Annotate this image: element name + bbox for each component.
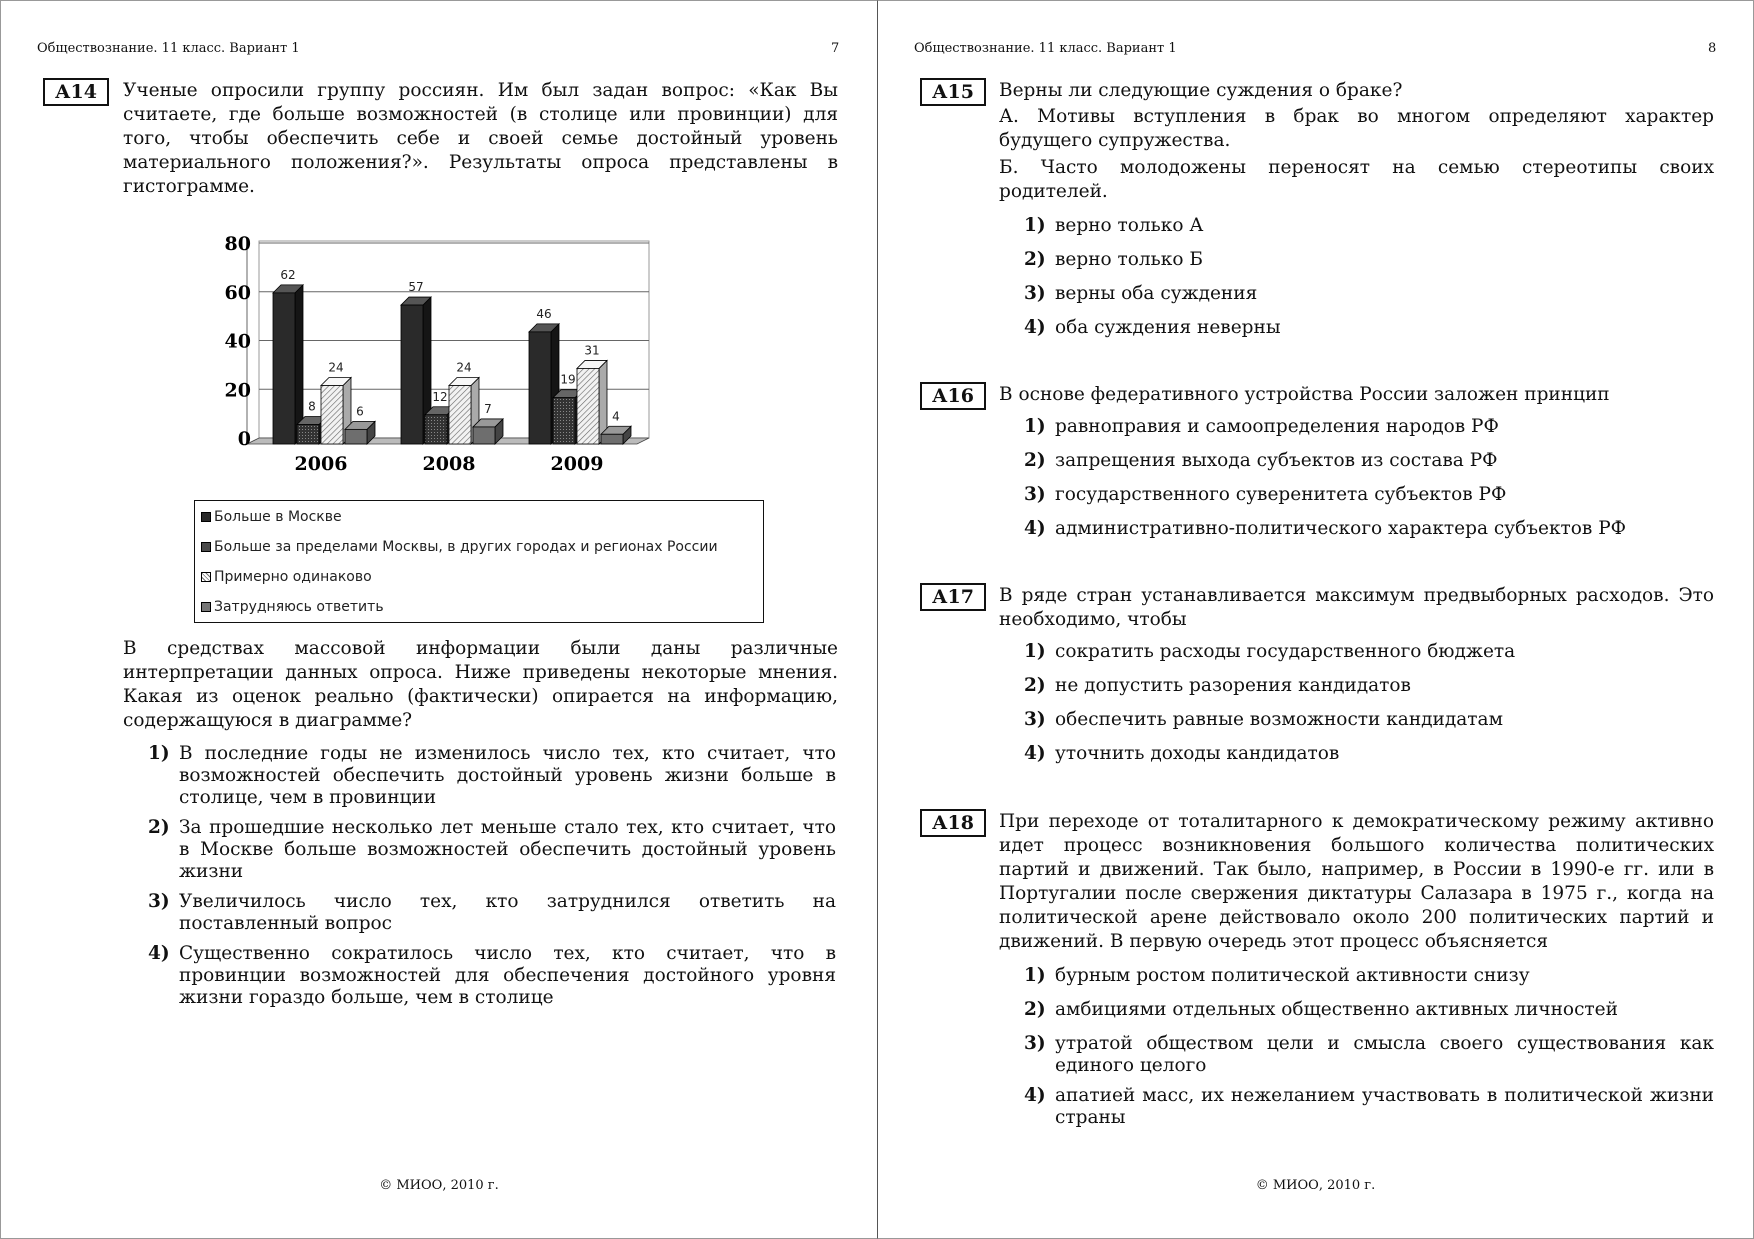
answer-option[interactable] (1024, 518, 1714, 540)
question-text-a16: В основе федеративного устройства России заложен принцип (999, 384, 1610, 405)
option-text: бурным ростом политической активности снизу (1055, 965, 1530, 986)
answer-option[interactable] (1024, 675, 1714, 697)
option-text: уточнить доходы кандидатов (1055, 743, 1340, 764)
legend-label: Затрудняюсь ответить (214, 599, 384, 615)
answer-option[interactable] (148, 817, 836, 883)
option-number: 4) (1024, 518, 1046, 539)
x-tick-label: 2009 (550, 453, 604, 475)
question-label-a18: А18 (920, 809, 986, 837)
option-number: 1) (1024, 215, 1046, 236)
statement-b: Б. Часто молодожены переносят на семью стереотипы своих родителей. (999, 157, 1714, 202)
answer-option[interactable] (1024, 999, 1714, 1021)
option-number: 1) (1024, 965, 1046, 986)
bar (553, 398, 575, 444)
question-label-a14: А14 (43, 78, 109, 106)
option-number: 3) (1024, 709, 1046, 730)
y-tick-label: 60 (224, 281, 251, 304)
answer-option[interactable] (1024, 484, 1714, 506)
option-number: 2) (1024, 675, 1046, 696)
bar (297, 425, 319, 445)
option-number: 3) (1024, 283, 1046, 304)
legend-swatch (201, 572, 211, 582)
question-label-a16: А16 (920, 382, 986, 410)
y-tick-label: 40 (224, 330, 251, 353)
question-text-a18: При переходе от тоталитарного к демократическому режиму активно идет процесс возникновения большого количества политических партий и движений. Так было, например, в России в 1990-е гг. или в Португалии после свержения диктатуры Салазара в 1975 г., когда на политической арене действовало около 200 политических партий и движений. В первую очередь этот процесс объясняется (999, 811, 1714, 952)
question-text-a15: Верны ли следующие суждения о браке? (999, 80, 1403, 101)
answer-option[interactable] (148, 943, 836, 1009)
option-text: равноправия и самоопределения народов РФ (1055, 416, 1499, 437)
x-tick-label: 2006 (294, 453, 348, 475)
option-text: административно-политического характера субъектов РФ (1055, 518, 1627, 539)
option-text: апатией масс, их нежеланием участвовать в политической жизни страны (1055, 1085, 1714, 1128)
page-number: 8 (1708, 41, 1717, 56)
statement-a: А. Мотивы вступления в брак во многом определяют характер будущего супружества. (999, 106, 1714, 151)
answer-option[interactable] (1024, 450, 1714, 472)
answer-option[interactable] (1024, 641, 1714, 663)
x-tick-label: 2008 (422, 453, 476, 475)
option-number: 2) (1024, 999, 1046, 1020)
data-label: 6 (356, 404, 364, 419)
legend-item (201, 599, 384, 615)
answer-option[interactable] (1024, 743, 1714, 765)
option-text: сократить расходы государственного бюджета (1055, 641, 1516, 662)
option-number: 1) (1024, 641, 1046, 662)
legend-swatch (201, 542, 211, 552)
option-text: запрещения выхода субъектов из состава РФ (1055, 450, 1498, 471)
option-number: 4) (148, 943, 170, 964)
bar (601, 434, 623, 444)
legend-label: Больше в Москве (214, 509, 342, 525)
bar (345, 429, 367, 444)
data-label: 8 (308, 399, 316, 414)
bar-chart (1, 221, 878, 491)
data-label: 57 (408, 280, 424, 295)
bar (449, 386, 471, 445)
option-text: Существенно сократилось число тех, кто считает, что в провинции возможностей для обеспечения достойного уровня жизни гораздо больше, чем в столице (179, 943, 836, 1008)
option-text: верно только А (1055, 215, 1204, 236)
chart-legend (194, 500, 764, 623)
option-text: амбициями отдельных общественно активных личностей (1055, 999, 1618, 1020)
answer-option[interactable] (1024, 416, 1714, 438)
question-text-a14: Ученые опросили группу россиян. Им был задан вопрос: «Как Вы считаете, где больше возможностей (в столице или провинции) для того, чтобы обеспечить себе и своей семье достойный уровень материального положения?». Результаты опроса представлены в гистограмме. (123, 80, 838, 197)
option-text: верны оба суждения (1055, 283, 1258, 304)
question-text-a17: В ряде стран устанавливается максимум предвыборных расходов. Это необходимо, чтобы (999, 585, 1714, 630)
legend-label: Примерно одинаково (214, 569, 372, 585)
option-number: 3) (1024, 484, 1046, 505)
answer-option[interactable] (148, 743, 836, 809)
answer-option[interactable] (1024, 283, 1714, 305)
data-label: 24 (456, 360, 472, 375)
legend-swatch (201, 602, 211, 612)
option-text: утратой обществом цели и смысла своего существования как единого целого (1055, 1033, 1714, 1076)
data-label: 7 (484, 401, 492, 416)
option-number: 2) (1024, 249, 1046, 270)
answer-option[interactable] (1024, 317, 1714, 339)
option-text: верно только Б (1055, 249, 1203, 270)
answer-option[interactable] (1024, 1085, 1714, 1129)
option-number: 3) (148, 891, 170, 912)
bar (425, 415, 447, 444)
bar (273, 293, 295, 444)
answer-option[interactable] (1024, 709, 1714, 731)
bar (473, 427, 495, 444)
option-number: 3) (1024, 1033, 1046, 1054)
legend-item (201, 509, 342, 525)
answer-option[interactable] (1024, 215, 1714, 237)
page-header: Обществознание. 11 класс. Вариант 1 (914, 41, 1177, 56)
data-label: 19 (560, 372, 576, 387)
question-label-a15: А15 (920, 78, 986, 106)
option-number: 1) (148, 743, 170, 764)
legend-item (201, 539, 718, 555)
page-right (877, 0, 1754, 1239)
page-header: Обществознание. 11 класс. Вариант 1 (37, 41, 300, 56)
option-text: государственного суверенитета субъектов РФ (1055, 484, 1507, 505)
question-text-a14-continued: В средствах массовой информации были даны различные интерпретации данных опроса. Ниже приведены некоторые мнения. Какая из оценок реально (фактически) опирается на информацию, содержащуюся в диаграмме? (123, 638, 838, 731)
bar (577, 368, 599, 444)
answer-option[interactable] (1024, 249, 1714, 271)
y-tick-label: 0 (237, 428, 251, 450)
bar (529, 332, 551, 444)
option-text: Увеличилось число тех, кто затруднился ответить на поставленный вопрос (179, 891, 836, 934)
data-label: 31 (584, 343, 600, 358)
option-text: обеспечить равные возможности кандидатам (1055, 709, 1503, 730)
option-number: 1) (1024, 416, 1046, 437)
data-label: 24 (328, 360, 344, 375)
answer-option[interactable] (1024, 1033, 1714, 1077)
option-text: В последние годы не изменилось число тех, кто считает, что возможностей обеспечить достойный уровень жизни больше в столице, чем в провинции (179, 743, 836, 808)
y-tick-label: 20 (224, 379, 251, 402)
bar (321, 386, 343, 445)
data-label: 12 (432, 389, 448, 404)
bar (401, 305, 423, 444)
y-tick-label: 80 (224, 233, 251, 255)
page-footer: © МИОО, 2010 г. (1255, 1178, 1376, 1193)
answer-option[interactable] (1024, 965, 1714, 987)
option-text: оба суждения неверны (1055, 317, 1281, 338)
answer-option[interactable] (148, 891, 836, 935)
legend-item (201, 569, 372, 585)
option-text: не допустить разорения кандидатов (1055, 675, 1411, 696)
data-label: 46 (536, 306, 552, 321)
page-footer: © МИОО, 2010 г. (379, 1178, 499, 1193)
legend-label: Больше за пределами Москвы, в других городах и регионах России (214, 539, 718, 555)
option-number: 2) (1024, 450, 1046, 471)
data-label: 4 (612, 409, 620, 424)
legend-swatch (201, 512, 211, 522)
option-text: За прошедшие несколько лет меньше стало тех, кто считает, что в Москве больше возможностей обеспечить достойный уровень жизни (179, 817, 836, 882)
page-number: 7 (831, 41, 840, 56)
option-number: 4) (1024, 317, 1046, 338)
option-number: 2) (148, 817, 170, 838)
data-label: 62 (280, 267, 296, 282)
option-number: 4) (1024, 1085, 1046, 1106)
option-number: 4) (1024, 743, 1046, 764)
question-label-a17: А17 (920, 583, 986, 611)
